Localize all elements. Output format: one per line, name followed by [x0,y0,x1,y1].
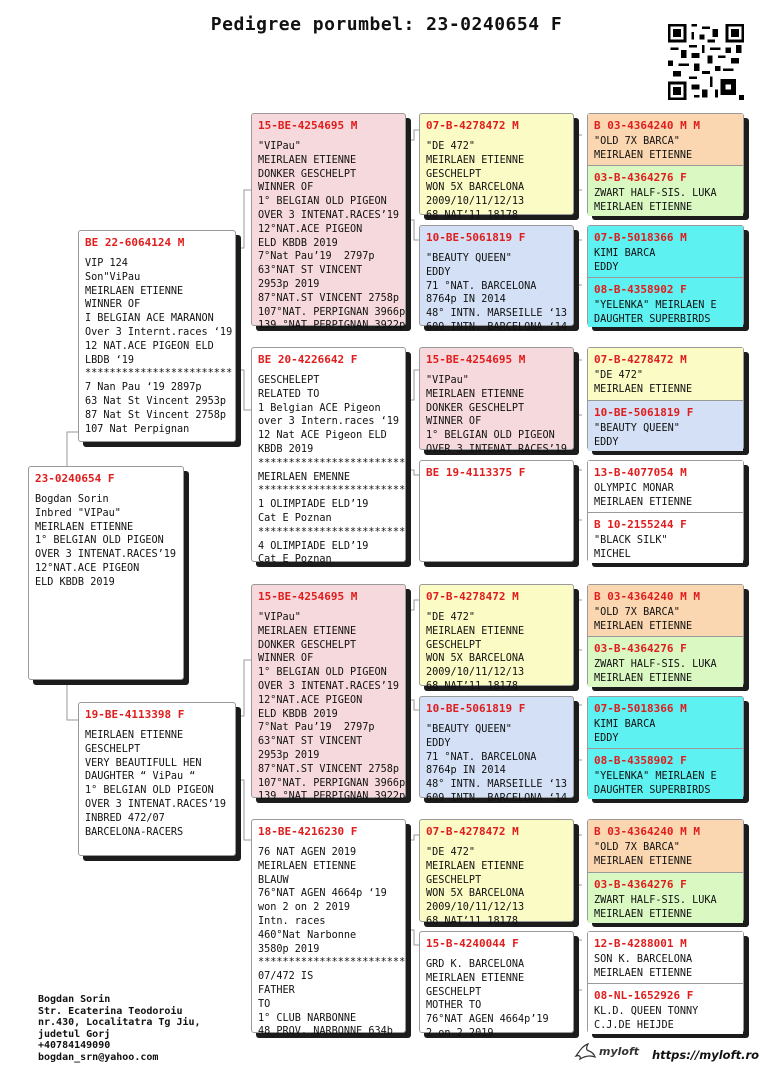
gen3-ring-5: 07-B-4278472 M [426,590,519,603]
owner-contact: Bogdan Sorin Str. Ecaterina Teodoroiu nr.430, Localitatra Tg Jiu, judetul Gorj +40784149090 bogdan_srn@yahoo.com [38,994,201,1063]
page-title: Pedigree porumbel: 23-0240654 F [210,14,563,35]
subject-details: Bogdan Sorin Inbred "VIPau" MEIRLAEN ETIENNE 1° BELGIAN OLD PIGEON OVER 3 INTENAT.RACES’19 12°NAT.ACE PIGEON ELD KBDB 2019 [35,494,177,588]
gen3-card-3[interactable] [419,347,574,455]
dam-sire-details: "VIPau" MEIRLAEN ETIENNE DONKER GESCHELPT WINNER OF 1° BELGIAN OLD PIGEON OVER 3 INTENAT.RACES’19 12°NAT.ACE PIGEON ELD KBDB 2019 7°Nat Pau’19 2797p 63°NAT ST VINCENT 2953p 2019 87°NAT.ST VINCENT 2758p 107°NAT. PERPIGNAN 3966p 139 °NAT PERPIGNAN 3922p [258,612,406,803]
gen4-pair-6[interactable] [587,696,744,798]
gen3-ring-1: 07-B-4278472 M [426,119,519,132]
gen3-card-7[interactable] [419,819,574,927]
dam-dam-details: 76 NAT AGEN 2019 MEIRLAEN ETIENNE BLAUW 76°NAT AGEN 4664p ‘19 won 2 on 2 2019 Intn. races 460°Nat Narbonne 3580p 2019 ************************ 07/472 IS FATHER TO 1° CLUB NARBONNE 48 PROV. NARBONNE 634b [258,847,406,1038]
gen4-ring-10: 03-B-4364276 F [594,642,687,655]
sire-dam-card[interactable] [251,347,406,566]
gen4-pair-2[interactable] [587,225,744,326]
gen4-ring-4: 08-B-4358902 F [594,283,687,296]
gen4-pair-8[interactable] [587,931,744,1033]
gen4-details-13: "OLD 7X BARCA" MEIRLAEN ETIENNE [594,842,693,867]
gen3-ring-7: 07-B-4278472 M [426,825,519,838]
dam-card[interactable] [78,702,236,856]
gen3-details-8: GRD K. BARCELONA MEIRLAEN ETIENNE GESCHELPT MOTHER TO 76°NAT AGEN 4664p’19 2 on 2 2019 [426,959,549,1039]
gen3-details-7: "DE 472" MEIRLAEN ETIENNE GESCHELPT WON 5X BARCELONA 2009/10/11/12/13 68 NAT’11 18178 [426,847,525,927]
gen4-ring-7: 13-B-4077054 M [594,466,687,479]
gen4-ring-3: 07-B-5018366 M [594,231,687,244]
pigeon-icon [574,1042,596,1060]
gen4-ring-12: 08-B-4358902 F [594,754,687,767]
gen4-ring-6: 10-BE-5061819 F [594,406,694,419]
gen4-ring-14: 03-B-4364276 F [594,878,687,891]
gen4-ring-13: B 03-4364240 M M [594,825,700,838]
gen4-ring-5: 07-B-4278472 M [594,353,687,366]
gen4-details-5: "DE 472" MEIRLAEN ETIENNE [594,370,693,395]
gen4-ring-9: B 03-4364240 M M [594,590,700,603]
gen4-details-14: ZWART HALF-SIS. LUKA MEIRLAEN ETIENNE [594,895,717,920]
gen3-card-2[interactable] [419,225,574,333]
gen4-ring-8: B 10-2155244 F [594,518,687,531]
gen4-details-7: OLYMPIC MONAR MEIRLAEN ETIENNE [594,483,693,508]
dam-ring: 19-BE-4113398 F [85,708,185,721]
gen4-ring-16: 08-NL-1652926 F [594,989,694,1002]
gen4-ring-11: 07-B-5018366 M [594,702,687,715]
gen3-card-4[interactable] [419,460,574,562]
gen4-details-15: SON K. BARCELONA MEIRLAEN ETIENNE [594,954,693,979]
sire-dam-details: GESCHELEPT RELATED TO 1 Belgian ACE Pigeon over 3 Intern.races ‘19 12 Nat ACE Pigeon ELD KBDB 2019 ************************ MEIRLAEN EMENNE ************************ 1 OLIMPIADE ELD’19 Cat E Poznan ************************ 4 OLIMPIADE ELD’19 Cat E Poznan [258,375,406,566]
gen3-ring-6: 10-BE-5061819 F [426,702,526,715]
gen3-ring-3: 15-BE-4254695 M [426,353,526,366]
sire-sire-card[interactable] [251,113,406,332]
gen4-pair-3[interactable] [587,347,744,450]
sire-card[interactable] [78,230,236,442]
gen3-ring-4: BE 19-4113375 F [426,466,526,479]
gen3-card-1[interactable] [419,113,574,221]
gen3-ring-2: 10-BE-5061819 F [426,231,526,244]
sire-sire-ring: 15-BE-4254695 M [258,119,358,132]
gen4-details-11: KIMI BARCA EDDY [594,719,656,744]
subject-card[interactable] [28,466,184,680]
gen4-details-12: "YELENKA" MEIRLAEN E DAUGHTER SUPERBIRDS [594,771,717,796]
sire-details: VIP 124 Son"ViPau MEIRLAEN ETIENNE WINNER OF I BELGIAN ACE MARANON Over 3 Internt.races ‘19 12 NAT.ACE PIGEON ELD LBDB ‘19 ************************ 7 Nan Pau ‘19 2897p 63 Nat St Vincent 2953p 87 Nat St Vincent 2758p 107 Nat Perpignan [85,258,233,435]
gen4-details-4: "YELENKA" MEIRLAEN E DAUGHTER SUPERBIRDS [594,300,717,325]
subject-ring: 23-0240654 F [35,472,115,485]
gen4-pair-1[interactable] [587,113,744,215]
sire-sire-details: "VIPau" MEIRLAEN ETIENNE DONKER GESCHELPT WINNER OF 1° BELGIAN OLD PIGEON OVER 3 INTENAT.RACES’19 12°NAT.ACE PIGEON ELD KBDB 2019 7°Nat Pau’19 2797p 63°NAT ST VINCENT 2953p 2019 87°NAT.ST VINCENT 2758p 107°NAT. PERPIGNAN 3966p 139 °NAT PERPIGNAN 3922p [258,141,406,332]
gen4-details-2: ZWART HALF-SIS. LUKA MEIRLAEN ETIENNE [594,188,717,213]
logo-text: myloft [599,1044,640,1058]
myloft-logo [574,1042,639,1060]
gen4-details-3: KIMI BARCA EDDY [594,248,656,273]
dam-sire-ring: 15-BE-4254695 M [258,590,358,603]
gen4-details-8: "BLACK SILK" MICHEL [594,535,668,560]
gen3-card-8[interactable] [419,931,574,1039]
dam-details: MEIRLAEN ETIENNE GESCHELPT VERY BEAUTIFULL HEN DAUGHTER “ ViPau “ 1° BELGIAN OLD PIGEON OVER 3 INTENAT.RACES’19 INBRED 472/07 BARCELONA-RACERS [85,730,227,838]
dam-dam-ring: 18-BE-4216230 F [258,825,358,838]
gen4-pair-5[interactable] [587,584,744,686]
gen3-details-5: "DE 472" MEIRLAEN ETIENNE GESCHELPT WON 5X BARCELONA 2009/10/11/12/13 68 NAT’11 18178 [426,612,525,692]
gen4-ring-1: B 03-4364240 M M [594,119,700,132]
gen4-details-9: "OLD 7X BARCA" MEIRLAEN ETIENNE [594,607,693,632]
gen3-details-6: "BEAUTY QUEEN" EDDY 71 °NAT. BARCELONA 8764p IN 2014 48° INTN. MARSEILLE ‘13 609 INTN. BARCELONA ‘14 [426,724,568,804]
gen3-card-5[interactable] [419,584,574,692]
qr-code-icon [668,24,744,100]
gen4-details-16: KL.D. QUEEN TONNY C.J.DE HEIJDE [594,1006,699,1031]
gen4-details-6: "BEAUTY QUEEN" EDDY [594,423,680,448]
gen3-ring-8: 15-B-4240044 F [426,937,519,950]
gen4-details-1: "OLD 7X BARCA" MEIRLAEN ETIENNE [594,136,693,161]
gen3-details-3: "VIPau" MEIRLAEN ETIENNE DONKER GESCHELPT WINNER OF 1° BELGIAN OLD PIGEON OVER 3 INTENAT.RACES’19 [426,375,568,455]
gen3-details-2: "BEAUTY QUEEN" EDDY 71 °NAT. BARCELONA 8764p IN 2014 48° INTN. MARSEILLE ‘13 609 INTN. BARCELONA ‘14 [426,253,568,333]
gen4-pair-7[interactable] [587,819,744,922]
gen3-card-6[interactable] [419,696,574,804]
gen3-details-1: "DE 472" MEIRLAEN ETIENNE GESCHELPT WON 5X BARCELONA 2009/10/11/12/13 68 NAT’11 18178 [426,141,525,221]
gen4-pair-4[interactable] [587,460,744,562]
gen4-ring-2: 03-B-4364276 F [594,171,687,184]
sire-dam-ring: BE 20-4226642 F [258,353,358,366]
website-link[interactable]: https://myloft.ro [652,1048,760,1062]
gen4-ring-15: 12-B-4288001 M [594,937,687,950]
sire-ring: BE 22-6064124 M [85,236,185,249]
gen4-details-10: ZWART HALF-SIS. LUKA MEIRLAEN ETIENNE [594,659,717,684]
dam-sire-card[interactable] [251,584,406,803]
dam-dam-card[interactable] [251,819,406,1038]
